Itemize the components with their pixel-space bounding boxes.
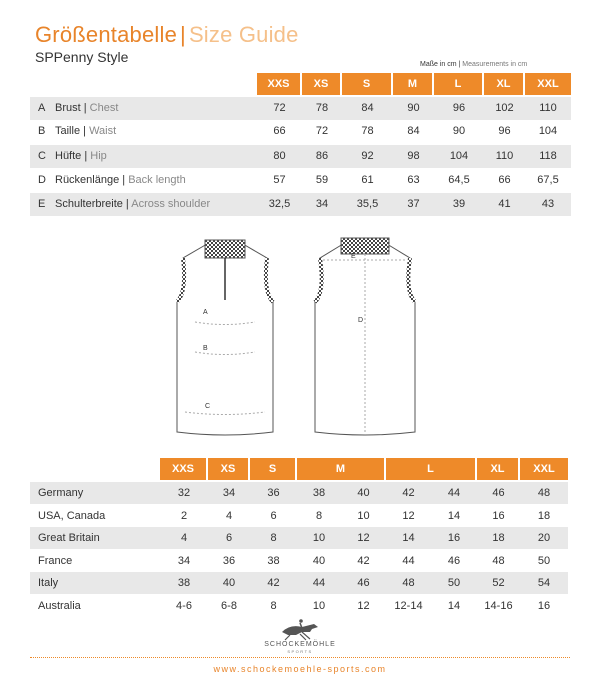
diagram-label-d: D [358,317,364,324]
table-row [30,169,571,192]
size-header-xxs: XXS [257,73,302,95]
brand-sub: SPORTS [287,649,313,654]
country-header-s: S [250,458,297,480]
table-cell: 84 [407,125,420,137]
diagram-label-b: B [203,345,208,352]
table-cell: 18 [492,532,505,544]
table-cell: 40 [357,487,370,499]
table-cell: 67,5 [537,174,559,186]
table-cell: 2 [180,510,188,522]
table-cell: 37 [407,198,420,210]
table-cell: 61 [361,174,374,186]
row-letter: D [38,174,46,186]
table-cell: 98 [407,150,420,162]
table-cell: 18 [537,510,551,522]
table-cell: 14 [447,510,461,522]
table-cell: 44 [447,487,461,499]
title-en: Size Guide [188,22,299,47]
table-cell: 6 [225,532,233,544]
brand-logo [230,618,370,654]
table-cell: 12 [357,532,370,544]
measurements-note-de: Maße in cm [420,61,457,68]
table-row [30,120,571,143]
table-cell: 54 [537,577,551,589]
row-label: Schulterbreite | Across shoulder [55,198,211,210]
table-cell: 42 [267,577,280,589]
row-label-de: Rückenlänge [55,174,120,186]
table-cell: 50 [447,577,461,589]
size-header-s: S [342,73,393,95]
table-cell: 12-14 [394,600,423,612]
url-suffix: .com [361,664,387,674]
horse-rider-icon [282,619,318,640]
table-cell: 10 [312,532,326,544]
table-cell: 32,5 [268,198,291,210]
table-cell: 42 [357,555,370,567]
table-cell: 48 [402,577,415,589]
table-cell: 32 [177,487,191,499]
country-header-m: M [297,458,386,480]
table-cell: 46 [492,487,505,499]
country-header-xxl: XXL [520,458,568,480]
table-cell: 52 [492,577,505,589]
table-cell: 46 [357,577,370,589]
table-cell: 39 [452,198,466,210]
diagram-label-a: A [203,309,208,316]
table-cell: 104 [449,150,469,162]
table-cell: 4 [225,510,233,522]
url-prefix: www. [213,664,241,674]
table-cell: 34 [177,555,191,567]
table-cell: 40 [222,577,236,589]
table-cell: 8 [270,532,277,544]
size-header-xl: XL [484,73,525,95]
table-cell: 36 [267,487,280,499]
table-cell: 6 [270,510,277,522]
table-cell: 72 [273,102,286,114]
table-cell: 38 [312,487,326,499]
table-row [30,145,571,168]
row-letter: E [38,198,46,210]
title-de: Größentabelle [35,22,178,47]
country-header-l: L [386,458,477,480]
table-cell: 80 [273,150,286,162]
table-cell: 12 [402,510,415,522]
row-label: Hüfte | Hip [55,150,107,162]
size-header-l: L [434,73,484,95]
country-name: Italy [38,577,59,589]
table-cell: 36 [222,555,236,567]
table-cell: 48 [492,555,505,567]
table-cell: 4 [180,532,188,544]
table-cell: 10 [312,600,326,612]
table-cell: 20 [537,532,551,544]
table-cell: 10 [357,510,370,522]
size-header-m: M [393,73,434,95]
table-row [30,572,568,594]
table-row [30,527,568,549]
table-cell: 110 [495,150,514,162]
row-label: Taille | Waist [55,125,117,137]
table-cell: 110 [539,102,557,114]
row-label-en: Back length [128,174,186,186]
row-label-de: Brust [55,102,81,114]
table-cell: 12 [357,600,370,612]
table-cell: 16 [537,600,551,612]
table-cell: 42 [402,487,415,499]
table-cell: 50 [537,555,551,567]
row-label-de: Schulterbreite [55,198,123,210]
row-label: Rückenlänge | Back length [55,174,186,186]
table-cell: 66 [498,174,511,186]
front-vest-drawing [177,240,273,435]
country-name: Germany [38,487,84,499]
website-url[interactable] [0,664,600,674]
table-cell: 57 [273,174,286,186]
row-label-en: Waist [89,125,117,137]
table-cell: 90 [407,102,420,114]
row-label-de: Taille [55,125,81,137]
brand-name: SCHOCKEMÖHLE [264,641,336,648]
size-header-xs: XS [302,73,342,95]
row-label-de: Hüfte [55,150,82,162]
page-title [35,22,299,48]
vest-diagram [165,232,435,442]
country-header-xl: XL [477,458,520,480]
table-cell: 90 [452,125,466,137]
row-label: Brust | Chest [55,102,119,114]
table-cell: 96 [498,125,511,137]
table-cell: 6-8 [221,600,237,612]
table-cell: 44 [402,555,415,567]
table-row [30,505,568,527]
table-cell: 59 [315,174,329,186]
table-cell: 84 [361,102,374,114]
table-cell: 35,5 [356,198,379,210]
title-separator: | [180,22,186,47]
table-cell: 43 [541,198,555,210]
table-cell: 8 [270,600,277,612]
diagram-label-c: C [205,403,211,410]
country-name: France [38,555,73,567]
size-header-xxl: XXL [525,73,571,95]
table-cell: 16 [492,510,505,522]
table-cell: 66 [273,125,286,137]
table-cell: 102 [495,102,514,114]
table-cell: 16 [447,532,461,544]
table-cell: 78 [315,102,329,114]
table-cell: 14-16 [484,600,513,612]
table-row [30,193,571,216]
table-row [30,550,568,572]
table-cell: 14 [402,532,415,544]
table-cell: 34 [315,198,329,210]
row-letter: A [38,102,46,114]
row-label-en: Chest [89,102,119,114]
country-name: Great Britain [38,532,100,544]
row-label-en: Hip [90,150,107,162]
url-domain: schockemoehle-sports [240,664,362,674]
measurements-note-en: Measurements in cm [462,61,528,68]
table-cell: 63 [407,174,420,186]
table-cell: 8 [315,510,323,522]
table-cell: 38 [267,555,280,567]
table-row [30,97,571,120]
table-cell: 86 [315,150,329,162]
row-letter: B [38,125,46,137]
table-cell: 118 [539,150,557,162]
table-row [30,595,568,617]
table-cell: 78 [361,125,374,137]
table-cell: 40 [312,555,326,567]
diagram-label-e: E [351,253,356,260]
row-label-en: Across shoulder [131,198,211,210]
footer-divider [30,657,570,658]
table-cell: 14 [447,600,461,612]
country-header-xxs: XXS [160,458,208,480]
measurements-note [420,61,527,68]
back-vest-drawing [315,238,415,435]
measurements-note-sep: | [458,61,461,68]
table-row [30,482,568,504]
table-cell: 104 [538,125,558,137]
subtitle: SPPenny Style [35,49,129,65]
table-cell: 44 [312,577,326,589]
table-cell: 92 [361,150,374,162]
country-name: USA, Canada [38,510,106,522]
table-cell: 38 [177,577,191,589]
table-cell: 46 [447,555,461,567]
table-cell: 48 [537,487,551,499]
table-cell: 64,5 [448,174,470,186]
table-cell: 72 [315,125,329,137]
table-cell: 34 [222,487,236,499]
country-header-xs: XS [208,458,250,480]
table-cell: 96 [452,102,466,114]
country-name: Australia [38,600,81,612]
row-letter: C [38,150,46,162]
table-cell: 4-6 [176,600,192,612]
table-cell: 41 [498,198,511,210]
